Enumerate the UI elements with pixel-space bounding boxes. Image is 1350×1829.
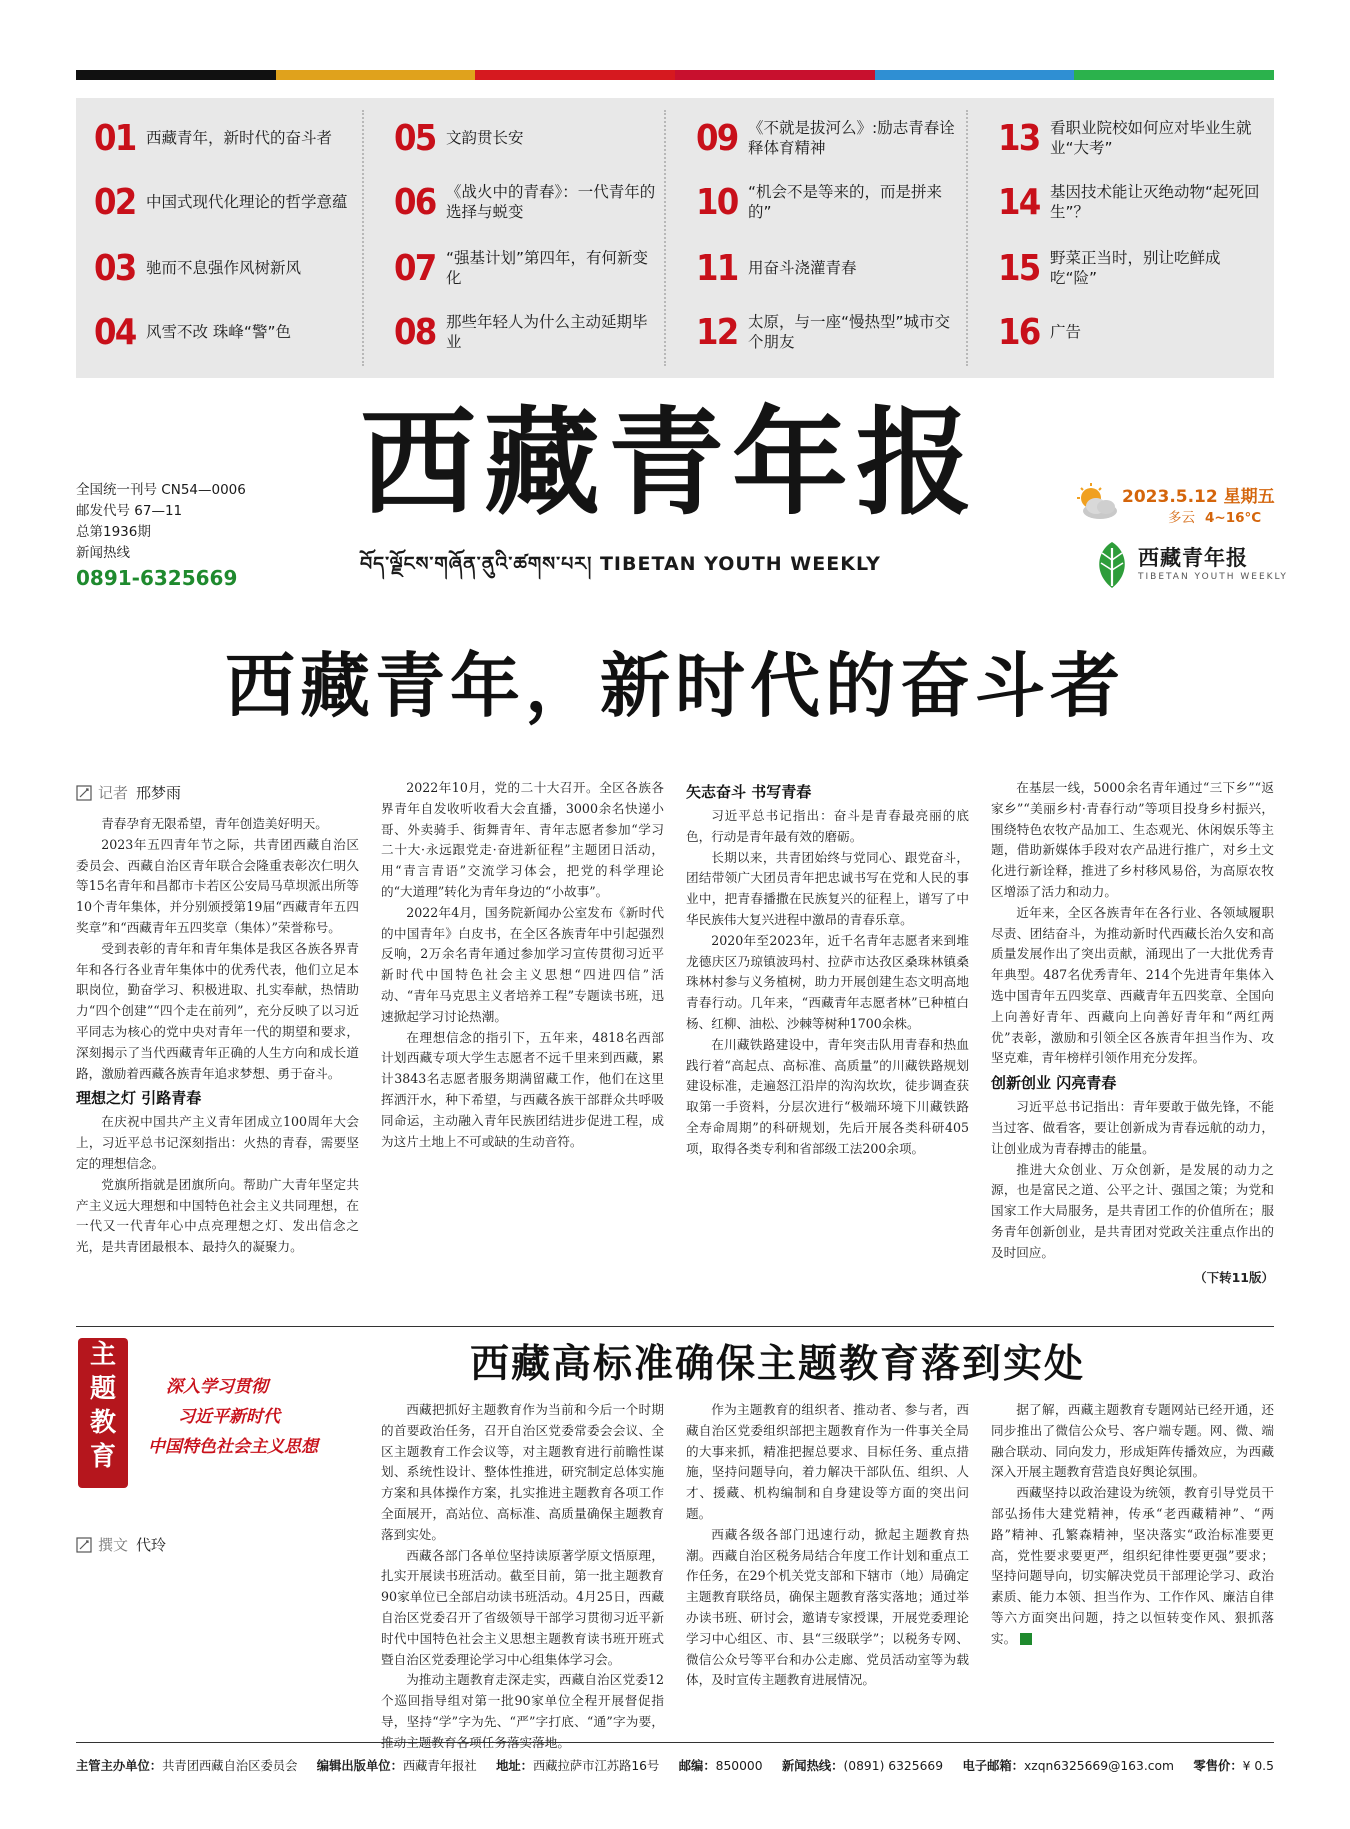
toc-item[interactable] [998, 174, 1270, 230]
toc-item[interactable] [696, 304, 968, 360]
seal-char: 题 [89, 1374, 116, 1404]
paragraph: 推进大众创业、万众创新，是发展的动力之源，也是富民之道、公平之计、强国之策；为党和国家工作大局服务，是共青团工作的价值所在；服务青年创新创业，是共青团对党政关注重点作出的及时回应。 [991, 1161, 1274, 1260]
date-weather [1072, 478, 1282, 534]
toc-title: “机会不是等来的，而是拼来的” [748, 183, 943, 221]
byline-author: 邢梦雨 [136, 784, 182, 802]
footer-price-label: 零售价： [1193, 1759, 1243, 1773]
paragraph: 受到表彰的青年和青年集体是我区各族各界青年和各行各业青年集体中的优秀代表，他们立足本职岗位，勤奋学习、积极进取、扎实奉献，热情助力“四个创建”“四个走在前列”，充分反映了以习近平同志为核心的党中央对青年一代的期望和要求，深刻揭示了当代西藏青年正确的人生方向和成长道路，激励着西藏各族青年追求梦想、勇于奋斗。 [76, 940, 359, 1081]
publication-info [76, 480, 326, 592]
seal-char: 主 [89, 1340, 116, 1370]
color-stripe [475, 70, 675, 80]
paragraph: 2022年10月，党的二十大召开。全区各族各界青年自发收听收看大会直播，3000余名快递小哥、外卖骑手、街舞青年、青年志愿者参加“学习二十大·永远跟党走·奋进新征程”主题团日活动，用“青言青语”交流学习体会，把党的科学理论的“大道理”转化为青年身边的“小故事”。 [381, 780, 664, 899]
toc-title: 风雪不改 珠峰“警”色 [146, 323, 291, 341]
toc-page-number: 05 [394, 117, 436, 159]
color-stripe-bar [76, 70, 1274, 80]
toc-page-number: 06 [394, 181, 436, 223]
footer-address-value: 西藏拉萨市江苏路16号 [532, 1759, 660, 1773]
toc-column [980, 110, 1270, 366]
table-of-contents [76, 98, 1274, 378]
temperature: 4~16°C [1205, 510, 1262, 526]
hotline-number: 0891-6325669 [76, 566, 238, 590]
subheading: 理想之灯 引路青春 [76, 1089, 202, 1108]
article-column [76, 1400, 359, 1730]
toc-item[interactable] [696, 110, 968, 166]
toc-title: 广告 [1050, 323, 1082, 341]
end-mark-icon [1020, 1633, 1032, 1645]
toc-title: 文韵贯长安 [446, 129, 524, 147]
toc-item[interactable] [696, 240, 968, 296]
paragraph: 2022年4月，国务院新闻办公室发布《新时代的中国青年》白皮书，在全区各族青年中引起强烈反响，2万余名青年通过参加学习宣传贯彻习近平新时代中国特色社会主义思想“四进四信”活动、“青年马克思主义者培养工程”专题读书班，迅速掀起学习讨论热潮。 [381, 904, 664, 1024]
paragraph: 西藏各部门各单位坚持读原著学原文悟原理，扎实开展读书班活动。截至目前，第一批主题教育90家单位已全部启动读书班活动。4月25日，西藏自治区党委召开了省级领导干部学习贯彻习近平新时代中国特色社会主义思想主题教育读书班开班式暨自治区党委理论学习中心组集体学习会。 [381, 1547, 664, 1667]
paragraph: 党旗所指就是团旗所向。帮助广大青年坚定共产主义远大理想和中国特色社会主义共同理想，在一代又一代青年心中点亮理想之灯、发出信念之光，是共青团最根本、最持久的凝聚力。 [76, 1176, 359, 1255]
footer-price-value: ¥ 0.5 [1242, 1759, 1274, 1773]
seal-char: 育 [89, 1442, 116, 1472]
main-headline: 西藏青年，新时代的奋斗者 [225, 645, 1125, 727]
toc-page-number: 14 [998, 181, 1040, 223]
toc-item[interactable] [394, 240, 666, 296]
paragraph: 为推动主题教育走深走实，西藏自治区党委12个巡回指导组对第一批90家单位全程开展督促指导，坚持“学”字为先、“严”字打底、“通”字为要，推动主题教育各项任务落实落地。 [381, 1672, 664, 1750]
paragraph: 西藏各级各部门迅速行动，掀起主题教育热潮。西藏自治区税务局结合年度工作计划和重点工作任务，在29个机关党支部和下辖市（地）局确定主题教育联络员，确保主题教育落实落地；通过举办读书班、研讨会，邀请专家授课，开展党委理论学习中心组区、市、县“三级联学”；以税务专网、微信公众号等平台和办公走廊、党员活动室等为载体，及时宣传主题教育进展情况。 [686, 1526, 969, 1688]
article-column [686, 1400, 969, 1730]
article-column [686, 778, 969, 1318]
tibetan-title: བོད་ལྗོངས་གཞོན་ནུའི་ཚགས་པར། [360, 553, 593, 575]
slogan-line: 深入学习贯彻 [166, 1377, 268, 1397]
article-column [381, 778, 664, 1318]
english-title: TIBETAN YOUTH WEEKLY [599, 553, 881, 575]
logo-text: 西藏青年报 [1138, 545, 1248, 570]
byline-role: 撰文 [98, 1536, 129, 1554]
footer-zip-label: 邮编： [678, 1759, 716, 1773]
color-stripe [675, 70, 875, 80]
toc-page-number: 03 [94, 247, 136, 289]
article-title: 西藏高标准确保主题教育落到实处 [470, 1341, 1086, 1387]
toc-title: 《不就是拔河么》:励志青春诠释体育精神 [748, 119, 955, 157]
toc-title: 基因技术能让灭绝动物“起死回生”？ [1050, 183, 1260, 221]
color-stripe [875, 70, 1075, 80]
paragraph: 长期以来，共青团始终与党同心、跟党奋斗，团结带领广大团员青年把忠诚书写在党和人民的事业中，把青春播撒在民族复兴的征程上，谱写了中华民族伟大复兴进程中激昂的青春乐章。 [686, 849, 969, 927]
slogan-line: 中国特色社会主义思想 [148, 1437, 318, 1457]
color-stripe [1074, 70, 1274, 80]
paragraph: 在庆祝中国共产主义青年团成立100周年大会上，习近平总书记深刻指出：火热的青春，需要坚定的理想信念。 [76, 1114, 359, 1171]
toc-page-number: 01 [94, 117, 136, 159]
weather-info [1168, 506, 1261, 526]
toc-page-number: 02 [94, 181, 136, 223]
byline-author: 代玲 [136, 1536, 167, 1554]
toc-title: 看职业院校如何应对毕业生就业“大考” [1050, 119, 1252, 157]
issue-number: 总第1936期 [76, 524, 151, 540]
toc-title: 西藏青年，新时代的奋斗者 [146, 129, 333, 147]
toc-item[interactable] [998, 240, 1270, 296]
footer-address-label: 地址： [496, 1759, 533, 1773]
issn-label: 全国统一刊号 CN54—0006 [76, 482, 246, 498]
toc-title: 野菜正当时，别让吃鲜成吃“险” [1050, 249, 1221, 287]
toc-page-number: 16 [998, 311, 1040, 353]
footer-host-label: 主管主办单位： [76, 1759, 163, 1773]
paragraph: 近年来，全区各族青年在各行业、各领域履职尽责、团结奋斗，为推动新时代西藏长治久安和高质量发展作出了突出贡献，涌现出了一大批优秀青年典型。487名优秀青年、214个先进青年集体入选中国青年五四奖章、西藏青年五四奖章、全国向上向善好青年、西藏向上向善好青年和“两红两优”表彰，激励和引领全区各族青年担当作为、攻坚克难，青年榜样引领作用充分发挥。 [991, 904, 1274, 1066]
toc-item[interactable] [94, 240, 366, 296]
toc-column [678, 110, 968, 366]
weekday: 星期五 [1223, 487, 1275, 507]
toc-page-number: 04 [94, 311, 136, 353]
footer-hotline-label: 新闻热线： [781, 1759, 844, 1773]
color-stripe [76, 70, 276, 80]
footer-editor [317, 1756, 477, 1774]
subheading: 创新创业 闪亮青春 [991, 1074, 1117, 1093]
byline [76, 1530, 359, 1560]
footer-host-value: 共青团西藏自治区委员会 [162, 1759, 298, 1773]
toc-column [376, 110, 666, 366]
footer-email [962, 1756, 1174, 1774]
footer-address [496, 1756, 659, 1774]
toc-page-number: 13 [998, 117, 1040, 159]
paragraph: 2020年至2023年，近千名青年志愿者来到堆龙德庆区乃琼镇波玛村、拉萨市达孜区桑珠林镇桑珠林村参与义务植树，助力开展创建生态文明高地青春行动。几年来，“西藏青年志愿者林”已种植白杨、红柳、油松、沙棘等树种1700余株。 [686, 932, 969, 1031]
toc-column [76, 110, 366, 366]
toc-title: 用奋斗浇灌青春 [748, 259, 857, 277]
paragraph: 青春孕育无限希望，青年创造美好明天。 [101, 816, 328, 831]
paragraph: 作为主题教育的组织者、推动者、参与者，西藏自治区党委组织部把主题教育作为一件事关全局的大事来抓，精准把握总要求、目标任务、重点措施，坚持问题导向，着力解决干部队伍、组织、人才、援藏、机构编制和自身建设等方面的突出问题。 [686, 1402, 969, 1521]
color-stripe [276, 70, 476, 80]
toc-item[interactable] [94, 174, 366, 230]
paragraph: 在理想信念的指引下，五年来，4818名西部计划西藏专项大学生志愿者不远千里来到西藏，累计3843名志愿者服务期满留藏工作，他们在这里挥洒汗水，种下希望，与西藏各族干部群众共呼吸同命运，主动融入青年民族团结进步促进工程，成为这片土地上不可或缺的生动音符。 [381, 1029, 664, 1149]
paragraph-text: 西藏坚持以政治建设为统领，教育引导党员干部弘扬伟大建党精神，传承“老西藏精神”、“两路”精神、孔繁森精神，坚决落实“政治标准要更高，党性要求要更严，组织纪律性要更强”要求；坚持问题导向，切实解决党员干部理论学习、政治素质、能力本领、担当作为、工作作风、廉洁自律等六方面突出问题，持之以恒转变作风、狠抓落实。 [991, 1485, 1274, 1646]
footer-editor-value: 西藏青年报社 [402, 1759, 477, 1773]
second-article [76, 1400, 1274, 1750]
byline [76, 778, 359, 808]
byline-role: 记者 [98, 784, 129, 802]
seal-char: 教 [89, 1408, 116, 1438]
toc-item[interactable] [394, 304, 666, 360]
toc-item[interactable] [394, 174, 666, 230]
article-column [991, 778, 1274, 1318]
toc-item[interactable] [94, 110, 366, 166]
subheading: 矢志奋斗 书写青春 [686, 783, 812, 801]
issue-date [1122, 482, 1275, 507]
masthead [0, 395, 1350, 608]
toc-title: 《战火中的青春》：一代青年的选择与蜕变 [446, 183, 656, 221]
paragraph: 西藏把抓好主题教育作为当前和今后一个时期的首要政治任务，召开自治区党委常委会会议、全区主题教育工作会议等，对主题教育进行前瞻性谋划、系统性设计、整体性推进，研究制定总体实施方案和具体操作方案，扎实推进主题教育各项工作全面展开，高站位、高标准、高质量确保主题教育落到实处。 [381, 1402, 664, 1542]
brand-logo [1092, 538, 1288, 594]
footer-host [76, 1756, 297, 1774]
weather-condition: 多云 [1168, 510, 1195, 526]
footer-divider [76, 1742, 1274, 1743]
partly-cloudy-icon [1072, 482, 1122, 522]
leaf-logo-icon [1092, 540, 1132, 590]
toc-page-number: 11 [696, 247, 738, 289]
newspaper-title: 西藏青年报 [360, 395, 980, 531]
toc-page-number: 15 [998, 247, 1040, 289]
footer-zip-value: 850000 [715, 1759, 763, 1773]
footer-price [1193, 1756, 1274, 1774]
toc-item[interactable] [998, 304, 1270, 360]
toc-item[interactable] [394, 110, 666, 166]
section-divider [76, 1326, 1274, 1327]
footer-zip [679, 1756, 763, 1774]
article-column [76, 778, 359, 1318]
paragraph: 在川藏铁路建设中，青年突击队用青春和热血践行着“高起点、高标准、高质量”的川藏铁路规划建设标准，走遍怒江沿岸的沟沟坎坎，徒步调查获取第一手资料，分层次进行“极端环境下川藏铁路全寿命周期”的科研规划，先后开展各类科研405项，取得各类专利和省部级工法200余项。 [686, 1036, 969, 1156]
toc-page-number: 08 [394, 311, 436, 353]
paragraph: 习近平总书记指出：青年要敢于做先锋，不能当过客、做看客，要让创新成为青春远航的动力，让创业成为青春搏击的能量。 [991, 1099, 1274, 1156]
date-value: 2023.5.12 [1122, 487, 1218, 507]
hotline-label: 新闻热线 [76, 545, 130, 561]
continued-note: （下转11版） [1194, 1269, 1274, 1285]
footer-hotline-value: (0891) 6325669 [843, 1759, 944, 1773]
postal-code-label: 邮发代号 67—11 [76, 503, 183, 519]
newspaper-subtitle [360, 548, 1000, 580]
paragraph: 据了解，西藏主题教育专题网站已经开通，还同步推出了微信公众号、客户端专题。网、微、端融合联动、同向发力，形成矩阵传播效应，为西藏深入开展主题教育营造良好舆论氛围。 [991, 1402, 1274, 1480]
toc-title: 驰而不息强作风树新风 [146, 259, 302, 277]
footer-email-value: xzqn6325669@163.com [1023, 1759, 1175, 1773]
toc-title: 太原，与一座“慢热型”城市交个朋友 [748, 313, 951, 351]
paragraph: 习近平总书记指出：奋斗是青春最亮丽的底色，行动是青年最有效的磨砺。 [686, 808, 969, 844]
toc-title: “强基计划”第四年，有何新变化 [446, 249, 649, 287]
lead-article [76, 778, 1274, 1318]
edit-icon [76, 1537, 92, 1553]
slogan-line: 习近平新时代 [178, 1407, 280, 1427]
toc-title: 那些年轻人为什么主动延期毕业 [446, 313, 648, 351]
footer-hotline [782, 1756, 943, 1774]
footer-editor-label: 编辑出版单位： [316, 1759, 403, 1773]
toc-item[interactable] [94, 304, 366, 360]
article-column [991, 1400, 1274, 1730]
paragraph: 2023年五四青年节之际，共青团西藏自治区委员会、西藏自治区青年联合会隆重表彰次仁明久等15名青年和昌都市卡若区公安局马草坝派出所等10个青年集体，并分别颁授第19届“西藏青年五四奖章”和“西藏青年五四奖章（集体）”荣誉称号。 [76, 836, 359, 935]
logo-subtext: TIBETAN YOUTH WEEKLY [1138, 572, 1288, 582]
article-column [381, 1400, 664, 1750]
toc-page-number: 10 [696, 181, 738, 223]
toc-page-number: 07 [394, 247, 436, 289]
toc-page-number: 12 [696, 311, 738, 353]
toc-item[interactable] [998, 110, 1270, 166]
toc-title: 中国式现代化理论的哲学意蕴 [146, 193, 348, 211]
footer-email-label: 电子邮箱： [962, 1759, 1024, 1773]
toc-item[interactable] [696, 174, 968, 230]
paragraph: 在基层一线，5000余名青年通过“三下乡”“返家乡”“美丽乡村·青春行动”等项目投身乡村振兴，围绕特色农牧产品加工、生态观光、休闲娱乐等主题，借助新媒体手段对农产品进行推广，对乡土文化进行新诠释，推进了乡村移风易俗，为高原农牧区增添了活力和动力。 [991, 780, 1274, 899]
edit-icon [76, 785, 92, 801]
footer [76, 1750, 1274, 1780]
toc-page-number: 09 [696, 117, 738, 159]
paragraph [991, 1483, 1274, 1649]
